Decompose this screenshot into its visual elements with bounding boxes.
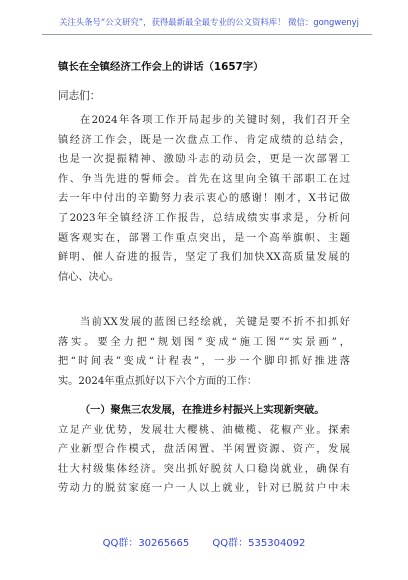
paragraph-line: 当前XX发展的蓝图已经绘就，关键是要不折不扣抓好: [80, 317, 350, 328]
paragraph-line: 作、争当先进的誓师会。首先在这里向全镇干部职工在过: [58, 173, 350, 185]
paragraph-line: 鲜明、催人奋进的报告，坚定了我们加快XX高质量发展的: [58, 252, 350, 264]
greeting: 同志们：: [58, 90, 101, 102]
paragraph-line: 在2024年各项工作开局起步的关键时刻，我们召开全: [80, 115, 350, 126]
paragraph-line: 把“时间表”变成“计程表”，一步一个脚印抓好推进落: [58, 356, 350, 368]
paragraph-1: [58, 111, 350, 287]
paragraph-line: 镇经济工作会，既是一次盘点工作、肯定成绩的总结会，: [58, 134, 350, 146]
paragraph-line: 信心、决心。: [58, 271, 120, 283]
section-heading-text: （一）聚焦三农发展，在推进乡村振兴上实现新突破。: [80, 405, 325, 416]
paragraph-2: [58, 313, 350, 391]
footer-qq-group-1: QQ群：30265665: [102, 538, 190, 549]
paragraph-line: 立足产业优势，发展壮大樱桃、油橄榄、花椒产业。探索: [58, 424, 350, 436]
paragraph-line: 题客观实在，部署工作重点突出，是一个高举旗帜、主题: [58, 232, 350, 244]
paragraph-line: 产业新型合作模式，盘活闲置、半闲置资源、资产，发展: [58, 444, 350, 456]
paragraph-line: 去一年中付出的辛勤努力表示衷心的感谢！刚才，X书记做: [58, 193, 350, 205]
paragraph-line: 壮大村级集体经济。突出抓好脱贫人口稳岗就业，确保有: [58, 463, 350, 475]
header-banner: 关注头条号“公文研究”，获得最新最全最专业的公文资料库！ 微信：gongwenyj: [59, 17, 359, 27]
paragraph-3: [58, 401, 350, 499]
paragraph-line: 实。2024年重点抓好以下六个方面的工作：: [58, 375, 258, 387]
paragraph-line: 劳动力的脱贫家庭一户一人以上就业，针对已脱贫户中未: [58, 483, 350, 495]
footer-qq-group-2: QQ群：535304092: [212, 538, 306, 549]
document-title: 镇长在全镇经济工作会上的讲话（1657字）: [58, 61, 264, 73]
paragraph-line: 落实。要全力把“规划图”变成“施工图”“实景画”，: [58, 336, 350, 348]
section-heading: [58, 401, 350, 421]
paragraph-line: 也是一次提振精神、激励斗志的动员会，更是一次部署工: [58, 154, 350, 166]
footer-contacts: [0, 534, 408, 552]
paragraph-line: 了2023年全镇经济工作报告，总结成绩实事求是，分析问: [58, 212, 350, 224]
header-divider: [42, 34, 372, 35]
